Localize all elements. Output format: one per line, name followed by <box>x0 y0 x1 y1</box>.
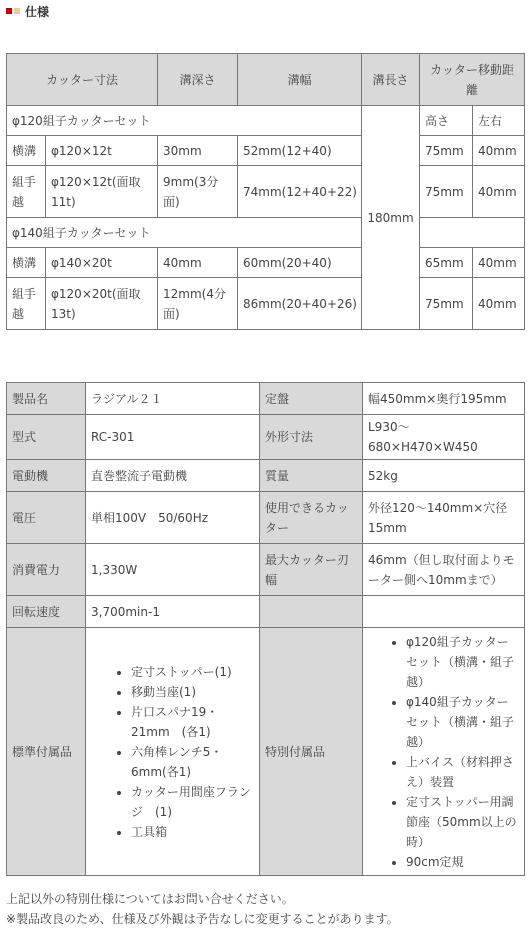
groove-length-value: 180mm <box>362 106 420 330</box>
table-cell: 12mm(4分面) <box>158 278 238 330</box>
table-row <box>7 166 525 218</box>
spec-label: 使用できるカッター <box>260 492 363 544</box>
list-item: • 上バイス（材料押さえ）装置 <box>406 752 519 792</box>
spec-value: 46mm（但し取付面よりモーター側へ10mmまで） <box>363 544 525 596</box>
table-cell: 75mm <box>420 278 473 330</box>
table-row <box>7 628 525 876</box>
standard-accessories-list <box>86 628 260 876</box>
spec-value: 52kg <box>363 460 525 492</box>
header-cutter-size: カッター寸法 <box>7 54 158 106</box>
table-row <box>7 596 525 628</box>
spec-value: 直巻整流子電動機 <box>86 460 260 492</box>
header-cutter-travel: カッター移動距離 <box>420 54 525 106</box>
spec-value: ラジアル２１ <box>86 383 260 415</box>
spec-value: L930～680×H470×W450 <box>363 415 525 460</box>
optional-accessories-list <box>363 628 525 876</box>
set2-title: φ140組子カッターセット <box>7 218 362 248</box>
standard-accessories-label: 標準付属品 <box>7 628 86 876</box>
header-groove-depth: 溝深さ <box>158 54 238 106</box>
spec-label-empty <box>260 596 363 628</box>
table-cell: 40mm <box>473 136 525 166</box>
footnote-change-notice: ※製品改良のため、仕様及び外観は予告なしに変更することがあります。 <box>6 912 399 926</box>
table-cell: 組手越 <box>7 166 46 218</box>
header-groove-width: 溝幅 <box>238 54 362 106</box>
table-cell: 75mm <box>420 166 473 218</box>
table-row <box>7 248 525 278</box>
table-row <box>7 544 525 596</box>
list-item: • φ140組子カッターセット（横溝・組子越） <box>406 692 519 752</box>
spec-value: 3,700min-1 <box>86 596 260 628</box>
list-item: • 定寸ストッパー(1) <box>131 662 254 682</box>
set1-title: φ120組子カッターセット <box>7 106 362 136</box>
table-cell: 75mm <box>420 136 473 166</box>
list-item: • 定寸ストッパー用調節座（50mm以上の時） <box>406 792 519 852</box>
travel-lateral-label: 左右 <box>473 106 525 136</box>
list-item: • カッター用間座フランジ (1) <box>131 782 254 822</box>
table-cell: φ120×12t <box>46 136 158 166</box>
table-cell: 横溝 <box>7 136 46 166</box>
table-row <box>7 383 525 415</box>
optional-accessories-label: 特別付属品 <box>260 628 363 876</box>
table-cell: 74mm(12+40+22) <box>238 166 362 218</box>
table-row <box>7 218 525 248</box>
spec-value: RC-301 <box>86 415 260 460</box>
spec-value: 1,330W <box>86 544 260 596</box>
table-cell: 86mm(20+40+26) <box>238 278 362 330</box>
table-cell: 40mm <box>473 248 525 278</box>
table-cell: 横溝 <box>7 248 46 278</box>
table-cell: φ120×12t(面取11t) <box>46 166 158 218</box>
spec-value: 幅450mm×奥行195mm <box>363 383 525 415</box>
table-cell: 52mm(12+40) <box>238 136 362 166</box>
table-header-row <box>7 54 525 106</box>
list-item: • 移動当座(1) <box>131 682 254 702</box>
table-cell: 組手越 <box>7 278 46 330</box>
table-row <box>7 106 525 136</box>
table-cell: 60mm(20+40) <box>238 248 362 278</box>
section-heading <box>6 2 49 20</box>
list-item: • 工具箱 <box>131 822 254 842</box>
table-row <box>7 278 525 330</box>
table-row <box>7 460 525 492</box>
spec-label: 電圧 <box>7 492 86 544</box>
table-row <box>7 415 525 460</box>
spec-label: 消費電力 <box>7 544 86 596</box>
spec-value: 単相100V 50/60Hz <box>86 492 260 544</box>
list-item: • φ120組子カッターセット（横溝・組子越） <box>406 632 519 692</box>
spec-value-empty <box>363 596 525 628</box>
table-cell: 40mm <box>473 278 525 330</box>
section-title: 仕様 <box>25 4 50 19</box>
spec-label: 最大カッター刃幅 <box>260 544 363 596</box>
spec-label: 定盤 <box>260 383 363 415</box>
spec-label: 電動機 <box>7 460 86 492</box>
header-groove-length: 溝長さ <box>362 54 420 106</box>
list-item: • 片口スパナ19・21mm (各1) <box>131 702 254 742</box>
table-cell: 40mm <box>473 166 525 218</box>
table-cell: 65mm <box>420 248 473 278</box>
table-cell: φ140×20t <box>46 248 158 278</box>
table-row <box>7 492 525 544</box>
table-row <box>7 136 525 166</box>
spec-label: 回転速度 <box>7 596 86 628</box>
spec-label: 型式 <box>7 415 86 460</box>
travel-height-label: 高さ <box>420 106 473 136</box>
red-square-icon <box>6 8 12 14</box>
table-cell: φ120×20t(面取13t) <box>46 278 158 330</box>
table-cell: 9mm(3分面) <box>158 166 238 218</box>
table-cell: 30mm <box>158 136 238 166</box>
peach-square-icon <box>14 8 20 14</box>
footnotes <box>6 889 399 929</box>
cutter-spec-table <box>6 53 525 330</box>
spec-value: 外径120～140mm×穴径15mm <box>363 492 525 544</box>
list-item: • 90cm定規 <box>406 852 519 872</box>
product-spec-table <box>6 382 525 876</box>
footnote-inquiry: 上記以外の特別仕様についてはお問い合せください。 <box>6 892 294 906</box>
spec-label: 外形寸法 <box>260 415 363 460</box>
table-cell-empty <box>420 218 525 248</box>
list-item: • 六角棒レンチ5・6mm(各1) <box>131 742 254 782</box>
spec-label: 製品名 <box>7 383 86 415</box>
spec-label: 質量 <box>260 460 363 492</box>
table-cell: 40mm <box>158 248 238 278</box>
